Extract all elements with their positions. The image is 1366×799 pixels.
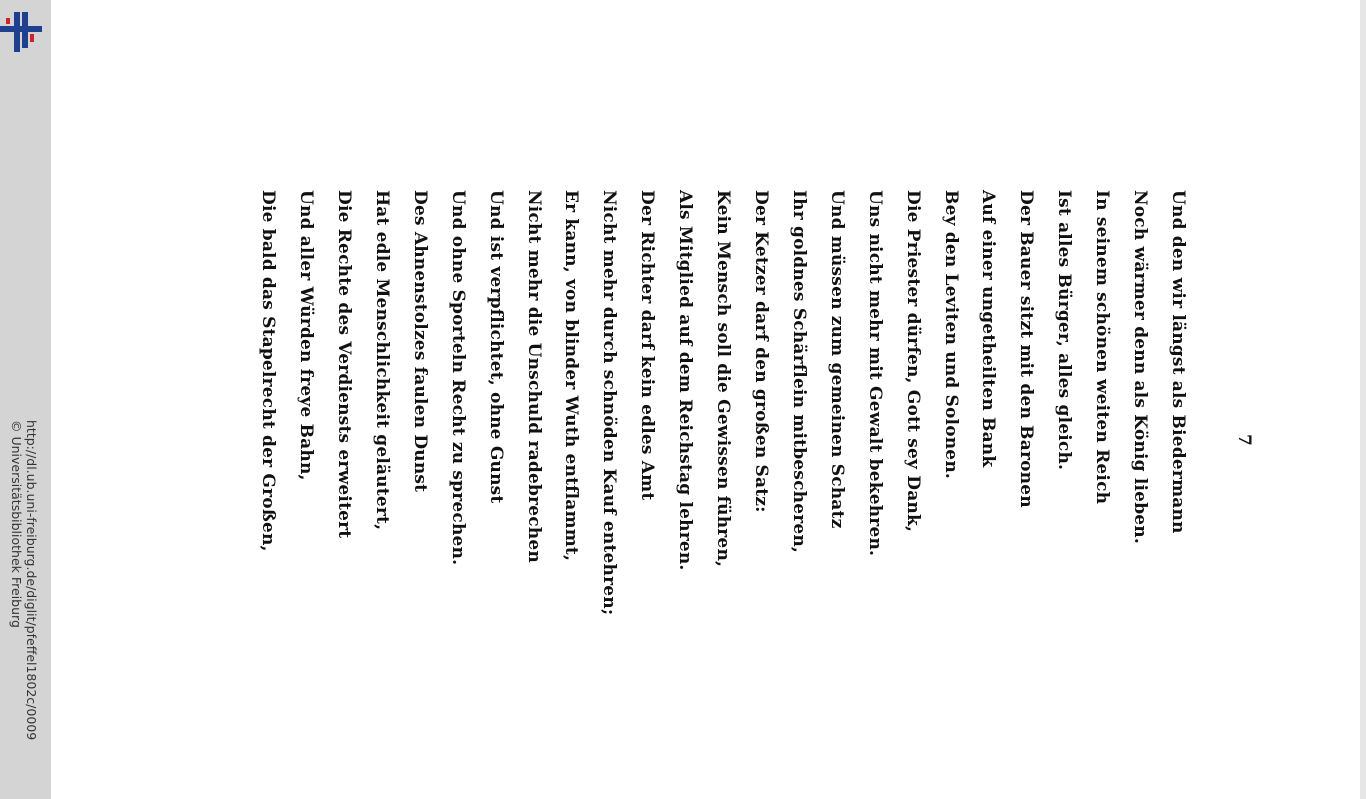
poem-line: Ihr goldnes Schärflein mitbescheren, <box>788 190 809 554</box>
poem-line: Des Ahnenstolzes faulen Dunst <box>409 190 430 493</box>
poem-line: Der Ketzer darf den großen Satz: <box>751 190 772 513</box>
poem-line: Hat edle Menschlichkeit geläutert, <box>371 190 392 531</box>
poem-line: Der Richter darf kein edles Amt <box>637 190 658 501</box>
poem-line: Und ohne Sporteln Recht zu sprechen. <box>447 190 468 566</box>
poem-line: In seinem schönen weiten Reich <box>1092 190 1113 505</box>
poem-line: Und den wir längst als Biedermann <box>1168 190 1188 534</box>
university-library-logo-icon[interactable] <box>0 8 44 52</box>
poem-line: Auf einer ungetheilten Bank <box>978 190 999 468</box>
poem-line: Nicht mehr die Unschuld radebrechen <box>523 190 544 563</box>
scanned-page <box>51 0 1360 799</box>
scrollbar-track[interactable] <box>1360 0 1366 799</box>
poem-line: Die Rechte des Verdiensts erweitert <box>334 190 355 539</box>
source-info <box>0 420 51 786</box>
page-number: 7 <box>1234 434 1254 446</box>
poem-line: Und ist verpflichtet, ohne Gunst <box>485 190 506 504</box>
poem-line: Der Bauer sitzt mit den Baronen <box>1016 190 1037 508</box>
poem-line: Er kann, von blinder Wuth entflammt, <box>561 190 582 562</box>
source-url[interactable]: http://dl.ub.uni-freiburg.de/diglit/pfeffel1802c/0009 <box>23 420 39 741</box>
poem-line: Nicht mehr durch schnöden Kauf entehren; <box>599 190 620 616</box>
poem-line: Noch wärmer denn als König lieben. <box>1130 190 1151 544</box>
copyright-notice: © Universitätsbibliothek Freiburg <box>8 420 24 628</box>
poem-line: Ist alles Bürger, alles gleich. <box>1054 190 1075 471</box>
poem-text <box>248 190 1196 630</box>
side-bar <box>0 0 51 799</box>
poem-line: Als Mitglied auf dem Reichstag lehren. <box>675 190 696 571</box>
poem-line: Kein Mensch soll die Gewissen führen, <box>713 190 734 568</box>
poem-line: Uns nicht mehr mit Gewalt bekehren. <box>864 190 885 557</box>
poem-line: Und aller Würden freye Bahn, <box>296 190 317 481</box>
poem-line: Die bald das Stapelrecht der Großen, <box>258 190 279 552</box>
poem-line: Die Priester dürfen, Gott sey Dank, <box>902 190 923 533</box>
poem-line: Bey den Leviten und Solonen. <box>940 190 961 480</box>
poem-line: Und müssen zum gemeinen Schatz <box>826 190 847 529</box>
